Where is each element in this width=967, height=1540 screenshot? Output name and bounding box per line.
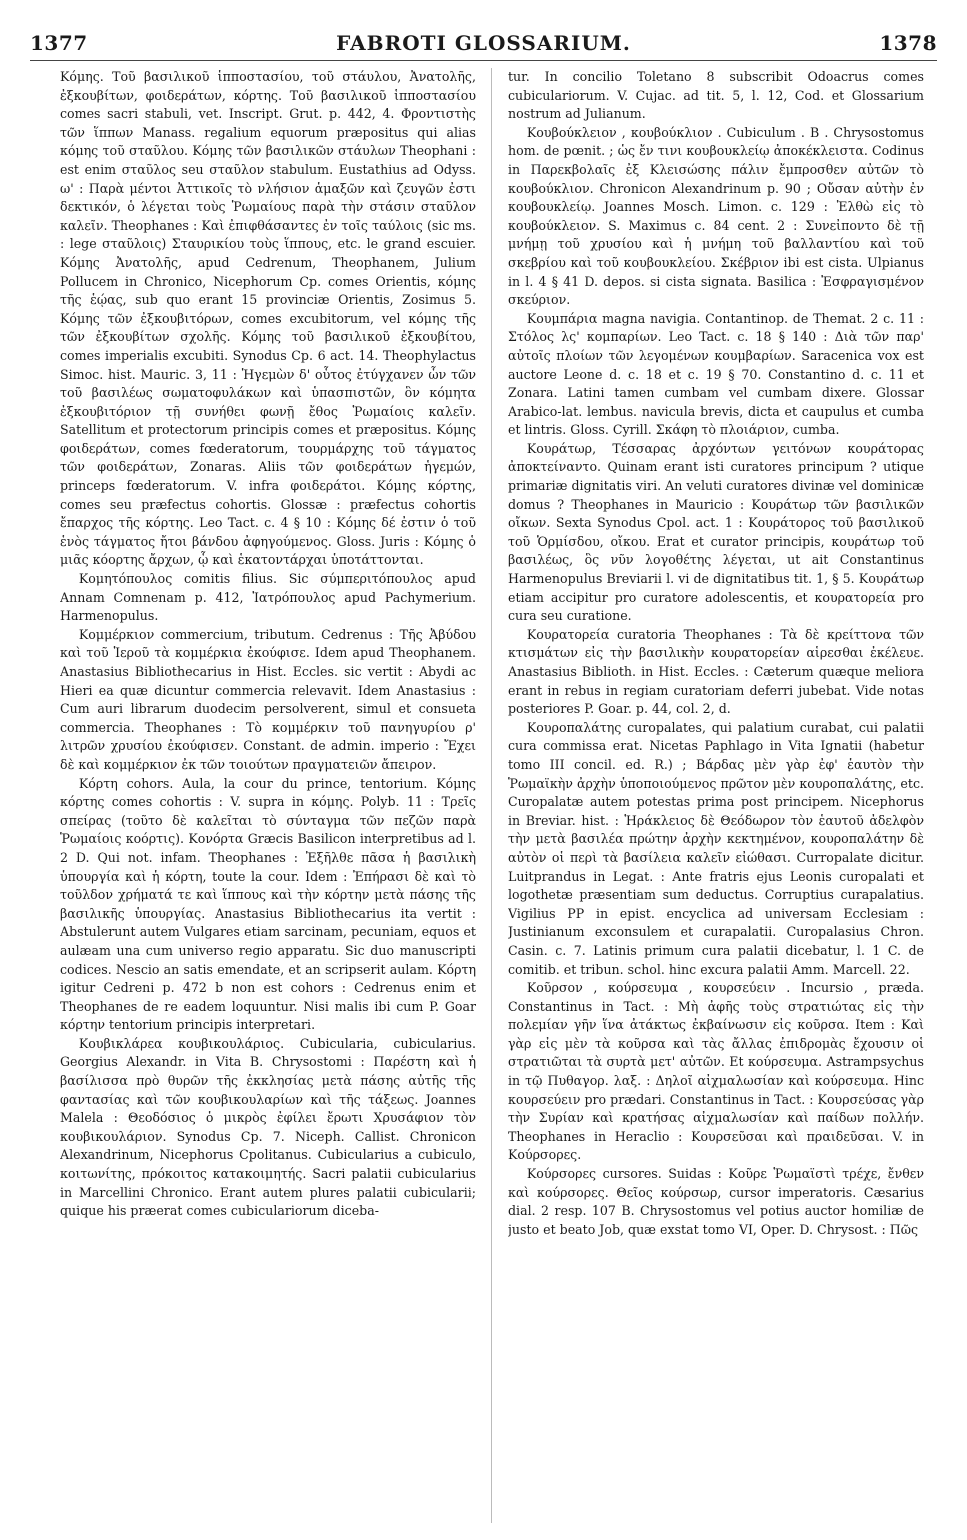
entry-koubouklion: Κουβούκλειον , κουβούκλιον . Cubiculum . B . Chrysostomus hom. de pœnit. ; ὡς ἔν τινι κουβουκλείῳ ἀποκέκλειστα. Codinus in Παρεκβολαῖς ἐξ Κλεισώσης πάλιν ἔμπροσθεν αὐτῶν τὸ κουβούκλιον. Chronicon Alexandrinum p. 90 ; Οὔσαν αὐτὴν ἐν κουβουκλείῳ. Joannes Mosch. Limon. c. 129 : Ἐλθὼ εἰς τὸ κουβούκλειον. S. Maximus c. 84 cent. 2 : Συνεἰποντο δὲ τῇ μνήμῃ τοῦ χρυσίου καὶ ἡ μνήμη τοῦ βαλλαντίου καὶ τοῦ σκεβρίου καὶ τοῦ κουβουκλείου. Σκέβριον ibi est cista. Ulpianus in l. 4 § 41 D. depos. si cista signata. Basilica : Ἐσφραγισμένον σκεύριον.	[508, 124, 924, 308]
entry-kometopoulos: Κομητόπουλος comitis filius. Sic σύμπεριτόπουλος apud Annam Comnenam p. 412, Ἰατρόπουλος apud Pachymerium. Harmenopulus.	[60, 571, 476, 624]
entry-koursores: Κούρσορες cursores. Suidas : Κοῦρε Ῥωμαϊστὶ τρέχε, ἔνθεν καὶ κούρσορες. Θεῖος κούρσωρ, cursor imperatoris. Cæsarius dial. 2 resp. 107 B. Chrysostomus vel potius auctor homiliæ de justo et beato Job, quæ exstat tomo VI, Oper. D. Chrysost. : Πῶς	[508, 1166, 924, 1237]
entry-koumparia: Κουμπάρια magna navigia. Contantinop. de Themat. 2 c. 11 : Στόλος λς' κομπαρίων. Leo Tact. c. 18 § 140 : Διὰ τῶν παρ' αὐτοῖς πλοίων τῶν λεγομένων κουμβαρίων. Saracenica vox est auctore Leone d. c. 18 et c. 19 § 70. Constantino d. c. 11 et Zonara. Latini tamen cumbam vel cumbam dixere. Glossar Arabico-lat. lembus. navicula brevis, dicta et caupulus et cumba et lintris. Gloss. Cyrill. Σκάφη τὸ πλοιάριον, cumba.	[508, 310, 924, 438]
entry-continuation: tur. In concilio Toletano 8 subscribit Odoacrus comes cubiculariorum. V. Cujac. ad tit. 5, l. 12, Cod. et Glossarium nostrum ad Julianum.	[508, 69, 924, 122]
entry-kommerkion: Κομμέρκιον commercium, tributum. Cedrenus : Τῆς Ἀβύδου καὶ τοῦ Ἱεροῦ τὰ κομμέρκια ἐκούφισε. Idem apud Theophanem. Anastasius Bibliothecarius in Hist. Eccles. sic vertit : Abydi ac Hieri ea quæ dicuntur commercia relevavit. Idem Anastasius : Cum auri librarum duodecim persolverent, simul et consueta commercia. Theophanes : Τὸ κομμέρκιν τοῦ πανηγυρίου ρ' λιτρῶν χρυσίου ἐκούφισεν. Constant. de admin. imperio : Ἔχει δὲ καὶ κομμέρκιον ἐκ τῶν τοιούτων πραγματειῶν ἄπειρον.	[60, 626, 476, 772]
entry-koubiklarea: Κουβικλάρεα κουβικουλάριος. Cubicularia, cubicularius. Georgius Alexandr. in Vita B. Chrysostomi : Παρέστη καὶ ἡ βασίλισσα πρὸ θυρῶν τῆς ἐκκλησίας μετὰ πάσης αὐτῆς τῆς φαντασίας καὶ τῶν κουβικουλαρίων καὶ τῆς τάξεως. Joannes Malela : Θεοδόσιος ὁ μικρὸς ἐφίλει ἔρωτι Χρυσάφιον τὸν κουβικουλάριον. Synodus Cp. 7. Niceph. Callist. Chronicon Alexandrinum, Nicephorus Cpolitanus. Cubicularius a cubiculo, κοιτωνίτης, πρόκοιτος κατακοιμητής. Sacri palatii cubicularius in Marcellini Chronico. Erant autem plures palatii cubicularii; quique his præerat comes cubiculariorum diceba-	[60, 1035, 476, 1219]
entry-kourator: Κουράτωρ, Τέσσαρας ἀρχόντων γειτόνων κουράτορας ἀποκτείναντο. Quinam erant isti curatores principum ? utique primariæ dignitatis viri. An veluti curatores divinæ vel dominicæ domus ? Theophanes in Mauricio : Κουράτωρ τῶν βασιλικῶν οἴκων. Sexta Synodus Cpol. act. 1 : Κουράτορος τοῦ βασιλικοῦ τοῦ Ὁρμίσδου, οἴκου. Erat et curator principis, κουράτωρ τοῦ βασιλέως, ὃς νῦν λογοθέτης λέγεται, ut ait Constantinus Harmenopulus Breviarii l. vi de dignitatibus tit. 1, § 5. Κουράτωρ etiam accipitur pro curatore adolescentis, et κουρατορεία pro cura seu curatione.	[508, 440, 924, 624]
left-page-number: 1377	[30, 31, 88, 55]
entry-kouropalates: Κουροπαλάτης curopalates, qui palatium curabat, cui palatii cura commissa erat. Nicetas Paphlago in Vita Ignatii (habetur tomo III concil. ed. R.) ; Βάρδας μὲν γὰρ ἐφ' ἑαυτὸν τὴν Ῥωμαϊκὴν ἀρχὴν ὑποποιούμενος πρῶτον μὲν κουροπαλάτης, etc. Curopalatæ autem potestas prima post principem. Nicephorus in Breviar. hist. : Ἡράκλειος δὲ Θεόδωρον τὸν ἑαυτοῦ ἀδελφὸν τὴν μετὰ βασιλέα πρώτην ἀρχὴν κεκτημένον, κουροπαλάτην δὲ αὐτὸν οἱ περὶ τὰ βασίλεια καλεῖν εἰώθασι. Curropalate dicitur. Luitprandus in Legat. : Ante fratris ejus Leonis curopalati et logothetæ præsentiam sum deductus. Corruptius curapalatius. Vigilius PP in epist. encyclica ad universam Ecclesiam : Justinianum exconsulem et curapalatii. Curopalasius Chron. Casin. c. 7. Latinis primum cura palatii dicebatur, l. 1 C. de comitib. et tribun. schol. hinc excura palatii Amm. Marcell. 22.	[508, 719, 924, 977]
page-header	[30, 30, 937, 56]
page-title: FABROTI GLOSSARIUM.	[336, 31, 631, 55]
entry-kouratoreia: Κουρατορεία curatoria Theophanes : Τὰ δὲ κρείττονα τῶν κτισμάτων εἰς τὴν βασιλικὴν κουρατορείαν αἱρεσθαι ἐκέλευε. Anastasius Biblioth. in Hist. Eccles. : Cæterum quæque meliora erant in rebus in regiam curatoriam deferri jubebat. Vide notas posteriores P. Goar. p. 44, col. 2, d.	[508, 626, 924, 717]
header-rule	[30, 60, 937, 61]
entry-komes: Κόμης. Τοῦ βασιλικοῦ ἱπποστασίου, τοῦ στάυλου, Ἀνατολῆς, ἐξκουβίτων, φοιδεράτων, κόρτης. Τοῦ βασιλικοῦ ἱπποστασίου comes sacri stabuli, vet. Inscript. Grut. p. 442, 4. Φροντιστὴς τῶν ἵππων Manass. regalium equorum præpositus qui alias κόμης τοῦ σταῦλου. Κόμης τῶν βασιλικῶν στάυλων Theophani : est enim σταῦλος seu σταῦλον stabulum. Eustathius ad Odyss. ω' : Παρὰ μέντοι Ἀττικοῖς τὸ νλήσιον ἁμαξῶν καὶ ζευγῶν ἐστι δεκτικόν, ὁ λέγεται τοὺς Ῥωμαίους παρὰ τὴν στάσιν σταῦλον καλεῖν. Theophanes : Καὶ ἐπιφθάσαντες ἐν τοῖς ταύλοις (sic ms. : lege σταῦλοις) Σταυρικίου τοὺς ἵππους, etc. le grand escuier. Κόμης Ἀνατολῆς, apud Cedrenum, Theophanem, Julium Pollucem in Chronico, Nicephorum Cp. comes Orientis, κόμης τῆς ἑῴας, sub quo erant 15 provinciæ Orientis, Zosimus 5. Κόμης τῶν ἐξκουβιτόρων, comes excubitorum, vel κόμης τῆς τῶν ἐξκουβίτων σχολῆς. Κόμης τοῦ βασιλικοῦ ἐξκουβίτου, comes imperialis excubiti. Synodus Cp. 6 act. 14. Theophylactus Simoc. hist. Mauric. 3, 11 : Ἡγεμὼν δ' οὗτος ἐτύγχανεν ὧν τῶν τοῦ βασιλέως σωματοφυλάκων καὶ ὑπασπιστῶν, ὃν κόμητα ἐξκουβιτόριον τῇ συνήθει φωνῇ ἔθος Ῥωμαίοις καλεῖν. Satellitum et protectorum principis comes et præpositus. Κόμης φοιδεράτων, comes fœderatorum, τουρμάρχης τοῦ τάγματος τῶν φοιδεράτων, Zonaras. Aliis τῶν φοιδεράτων ἡγεμών, princeps fœderatorum. V. infra φοιδεράτοι. Κόμης κόρτης, comes seu præfectus cohortis. Glossæ : præfectus cohortis ἔπαρχος τῆς κόρτης. Leo Tact. c. 4 § 10 : Κόμης δέ ἐστιν ὁ τοῦ ἑνὸς τάγματος ἤτοι βάνδου ἀφηγούμενος. Gloss. Juris : Κόμης ὁ μιᾶς κόορτης ἄρχων, ᾧ καὶ ἑκατοντάρχαι ὑποτάττονται.	[60, 69, 476, 568]
column-divider	[491, 68, 492, 1523]
entry-kourson: Κοῦρσον , κούρσευμα , κουρσεύειν . Incursio , præda. Constantinus in Tact. : Μὴ ἀφῆς τοὺς στρατιώτας εἰς τὴν πολεμίαν γῆν ἵνα ἀτάκτως ἐκβαίνωσιν εἰς κοῦρσα. Item : Καὶ γὰρ εἰς μὲν τὰ κοῦρσα καὶ τὰς ἄλλας ἐπιδρομὰς ἔχουσιν οἱ στρατιῶται τὰ συρτὰ μετ' αὐτῶν. Et κούρσευμα. Astrampsychus in τῷ Πυθαγορ. λαξ. : Δηλοῖ αἰχμαλωσίαν καὶ κούρσευμα. Hinc κουρσεύειν pro prædari. Constantinus in Tact. : Κουρσεύσας γὰρ τὴν Συρίαν καὶ κρατήσας αἰχμαλωσίαν καὶ παίδων πολλήν. Theophanes in Heraclio : Κουρσεῦσαι καὶ πραιδεῦσαι. V. in Κούρσορες.	[508, 980, 924, 1163]
entry-korte: Κόρτη cohors. Aula, la cour du prince, tentorium. Κόμης κόρτης comes cohortis : V. supra in κόμης. Polyb. 11 : Τρεῖς σπείρας (τοῦτο δὲ καλεῖται τὸ σύνταγμα τῶν πεζῶν παρὰ Ῥωμαίοις κοόρτις). Κονόρτα Græcis Basilicon interpretibus ad l. 2 D. Qui not. infam. Theophanes : Ἐξῆλθε πᾶσα ἡ βασιλικὴ ὑπουργία καὶ ἡ κόρτη, toute la cour. Idem : Ἐπήρασι δὲ καὶ τὸ τοῦλδον χρήματά τε καὶ ἵππους καὶ τὴν κόρτην μετὰ πάσης τῆς βασιλικῆς ὑπουργίας. Anastasius Bibliothecarius ita vertit : Abstulerunt autem Vulgares etiam sarcinam, pecuniam, equos et aulæam una cum universo regio apparatu. Sic duo manuscripti codices. Nescio an satis emendate, et an scripserit aulam. Κόρτη igitur Cedreni p. 472 b non est cohors : Cedrenus enim et Theophanes de re eadem loquuntur. Nisi malis ibi cum P. Goar κόρτην tentorium principis interpretari.	[60, 775, 476, 1033]
right-column	[508, 68, 924, 1523]
left-column	[60, 68, 476, 1523]
right-page-number: 1378	[879, 31, 937, 55]
